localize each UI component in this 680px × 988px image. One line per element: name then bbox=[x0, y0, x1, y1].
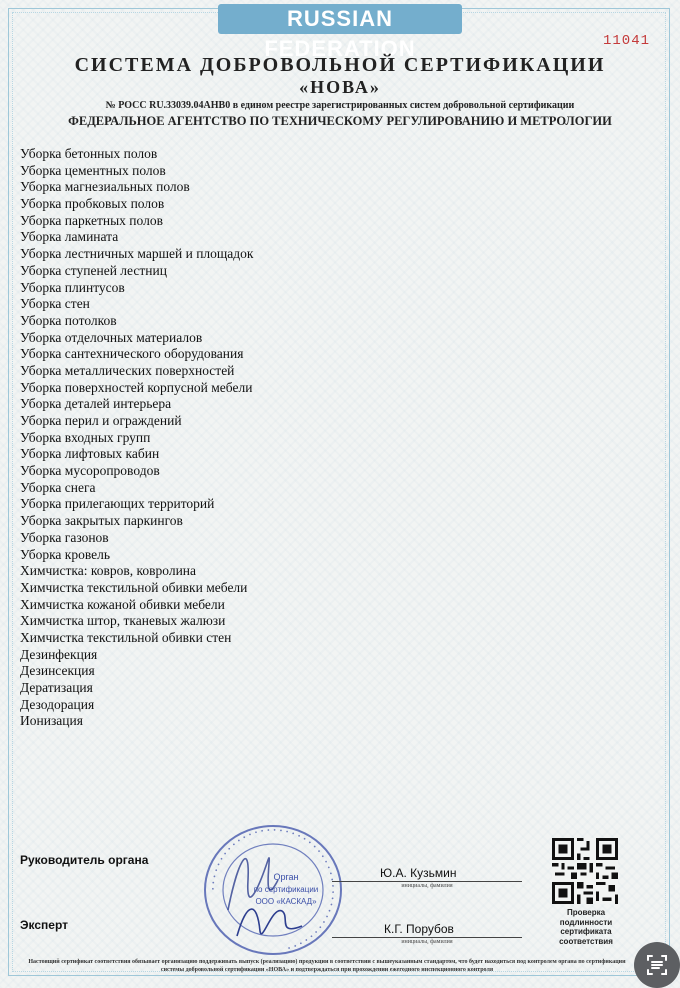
list-item: Дератизация bbox=[20, 680, 93, 695]
stamp-line-1: Орган bbox=[273, 872, 299, 882]
head-signature-line bbox=[332, 881, 522, 882]
list-item: Уборка мусоропроводов bbox=[20, 463, 160, 479]
list-item: Уборка поверхностей корпусной мебели bbox=[20, 379, 253, 395]
qr-caption-line: сертификата bbox=[560, 927, 612, 936]
list-item: Уборка закрытых паркингов bbox=[20, 513, 183, 529]
list-item: Дезодорация bbox=[20, 696, 95, 712]
list-item: Уборка деталей интерьера bbox=[20, 396, 172, 412]
expert-signature bbox=[232, 896, 322, 946]
list-item: Уборка ламината bbox=[20, 229, 119, 245]
list-item: Уборка плинтусов bbox=[20, 279, 125, 295]
scan-document-button[interactable] bbox=[634, 942, 680, 988]
list-item: Уборка металлических поверхностей bbox=[20, 362, 235, 378]
qr-caption bbox=[548, 908, 624, 946]
list-item: Уборка ступеней лестниц bbox=[20, 262, 167, 278]
list-item: Химчистка кожаной обивки мебели bbox=[20, 596, 225, 612]
stamp-line-3: ООО «КАСКАД» bbox=[255, 897, 317, 906]
list-item: Уборка перил и ограждений bbox=[20, 413, 182, 428]
footer-disclaimer: Настоящий сертификат соответствия обязывает организацию поддерживать выпуск (реализацию) продукции в соответствии с вышеуказанным стандартом, что будет находиться под контролем органа по сертификации системы добровольной сертификации «НОВА» и подтверждаться при прохождении ежегодного инспекционного контроля bbox=[28, 959, 626, 973]
list-item: Уборка магнезиальных полов bbox=[20, 179, 190, 195]
list-item: Уборка стен bbox=[20, 296, 90, 312]
expert-label: Эксперт bbox=[20, 918, 69, 932]
list-item: Дезинсекция bbox=[20, 663, 95, 679]
list-item: Уборка лифтовых кабин bbox=[20, 446, 160, 462]
expert-name: К.Г. Порубов bbox=[384, 922, 454, 936]
country-banner: RUSSIAN FEDERATION bbox=[218, 4, 462, 34]
qr-caption-line: соответствия bbox=[559, 936, 613, 946]
list-item: Уборка лестничных маршей и площадок bbox=[20, 246, 254, 262]
document-scan-icon bbox=[634, 942, 680, 988]
expert-signature-line bbox=[332, 937, 522, 938]
agency-name: ФЕДЕРАЛЬНОЕ АГЕНТСТВО ПО ТЕХНИЧЕСКОМУ РЕГУЛИРОВАНИЮ И МЕТРОЛОГИИ bbox=[68, 114, 612, 128]
list-item: Дезинфекция bbox=[20, 646, 98, 662]
list-item: Уборка отделочных материалов bbox=[20, 329, 203, 345]
list-item: Уборка паркетных полов bbox=[20, 212, 163, 228]
head-caption: инициалы, фамилия bbox=[401, 883, 453, 889]
head-label: Руководитель органа bbox=[20, 853, 149, 867]
services-list bbox=[20, 146, 253, 730]
qr-caption-line: Проверка bbox=[566, 908, 606, 917]
list-item: Уборка кровель bbox=[20, 546, 111, 562]
list-item: Уборка газонов bbox=[20, 529, 109, 545]
list-item: Уборка пробковых полов bbox=[20, 196, 165, 212]
qr-caption-line: подлинности bbox=[559, 917, 613, 927]
qr-code[interactable] bbox=[552, 838, 618, 904]
serial-number: 11041 bbox=[602, 33, 650, 49]
list-item: Химчистка текстильной обивки мебели bbox=[20, 579, 248, 595]
list-item: Уборка потолков bbox=[20, 312, 117, 328]
registry-number: № РОСС RU.33039.04АНВ0 в едином реестре зарегистрированных систем добровольной сертификации bbox=[105, 100, 575, 111]
list-item: Химчистка штор, тканевых жалюзи bbox=[20, 613, 226, 629]
list-item: Уборка прилегающих территорий bbox=[20, 496, 215, 512]
expert-caption: инициалы, фамилия bbox=[401, 939, 453, 945]
list-item: Уборка снега bbox=[20, 479, 96, 495]
list-item: Уборка сантехнического оборудования bbox=[20, 346, 244, 362]
certificate-title: СИСТЕМА ДОБРОВОЛЬНОЙ СЕРТИФИКАЦИИ bbox=[74, 54, 606, 76]
list-item: Ионизация bbox=[20, 713, 83, 729]
list-item: Химчистка: ковров, ковролина bbox=[20, 563, 197, 579]
certificate-subtitle: «НОВА» bbox=[299, 77, 381, 97]
list-item: Уборка бетонных полов bbox=[20, 146, 158, 161]
list-item: Уборка входных групп bbox=[20, 429, 151, 445]
svg-text:• • • • • • • • • • • • • • •: • • • • • • • • • • • • • • • • • • • • • • • • • • • • • • • • • • • • • • • • • • • bbox=[209, 826, 337, 952]
head-name: Ю.А. Кузьмин bbox=[380, 866, 457, 880]
list-item: Уборка цементных полов bbox=[20, 162, 166, 178]
list-item: Химчистка текстильной обивки стен bbox=[20, 629, 232, 645]
stamp-line-2: по сертификации bbox=[253, 885, 319, 894]
